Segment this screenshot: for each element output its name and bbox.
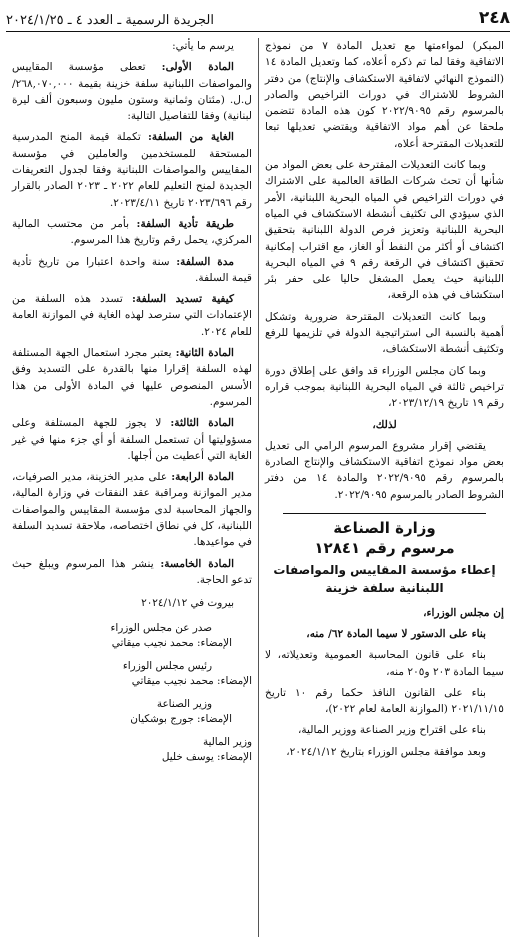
signature-line: الإمضاء: محمد نجيب ميقاتي (131, 675, 252, 688)
article-text: يعتبر مجرد استعمال الجهة المستلفة لهذه السلفة إقرارا منها بالقدرة على التسديد وفق الأسس المنصوص عليها في المادة الأولى من هذا المرسوم. (12, 347, 252, 408)
paragraph: وبما كانت التعديلات المقترحة ضرورية وتشكل أهمية بالنسبة الى استراتيجية الدولة في تلزيمها للرفع وتكثيف أنشطة الاستكشاف، (265, 310, 504, 356)
article (12, 556, 252, 589)
basis-line: وبعد موافقة مجلس الوزراء بتاريخ ٢٠٢٤/١/١٢، (286, 745, 486, 758)
article-text: تكملة قيمة المنح المدرسية المستحقة للمستخدمين والعاملين في مؤسسة المقاييس والمواصفات اللبنانية وفقا لجدول التعريفات الجديدة لمنح التعليم للعام ٢٠٢٢ ـ ٢٠٢٣ الصادر بالقرار رقم ٢٠٢٣/٦٩٦ تاريخ ٢٠٢٣/٤/١١. (12, 131, 252, 209)
signature-line: وزير الصناعة (156, 698, 212, 711)
signature-block (12, 596, 252, 765)
signature-line: الإمضاء: محمد نجيب ميقاتي (111, 637, 232, 650)
article-title: الغاية من السلفة: (148, 131, 234, 144)
article-title: المادة الثالثة: (170, 417, 235, 430)
basis-line: بناء على الدستور لا سيما المادة ٦٢/ منه، (306, 627, 486, 640)
signature-line: رئيس مجلس الوزراء (122, 660, 212, 673)
article (12, 129, 252, 210)
page-number: ٢٤٨ (478, 8, 510, 28)
article-title: المادة الثانية: (175, 347, 234, 360)
gazette-title: الجريدة الرسمية ـ العدد ٤ ـ ٢٠٢٤/١/٢٥ (6, 13, 214, 28)
basis-line: بناء على قانون المحاسبة العمومية وتعديلاته، لا سيما المادة ٢٠٣ و٢٠٥ منه، (265, 649, 504, 678)
decree-number: مرسوم رقم ١٢٨٤١ (314, 539, 455, 558)
basis-line: بناء على اقتراح وزير الصناعة ووزير المالية، (297, 724, 486, 737)
article-title: كيفية تسديد السلفة: (132, 293, 235, 306)
article-text: تسدد هذه السلفة من الإعتمادات التي سترصد لهذه الغاية في الموازنة العامة للعام ٢٠٢٤. (12, 293, 252, 338)
article-title: طريقة تأدية السلفة: (136, 217, 235, 230)
paragraph: وبما كانت التعديلات المقترحة على بعض المواد من شأنها أن تحث شركات الطاقة العالمية على الاشتراك في دورات التراخيص في المياه البحرية اللبنانية، الأمر الذي سيؤدي الى تكثيف أنشطة الاستكشاف في المياه البحرية اللبنانية وتعزيز فرص الدولة اللبنانية بتحقيق اكتشاف أو أكثر من النفط أو الغاز، مع اقتراب إمكانية تحقيق اكتشاف في الرقعة رقم ٩ في المياه البحرية اللبنانية حيث يعمل المشغل حاليا على حفر بئر استكشاف في هذه الرقعة، (265, 159, 504, 302)
conclusion-paragraph: يقتضي إقرار مشروع المرسوم الرامي الى تعديل بعض مواد نموذج اتفاقية الاستكشاف والإنتاج الصادرة بالمرسوم رقم ٢٠٢٢/٩٠٩٥ والمادة ١٤ من دفتر الشروط الصادر بالمرسوم ٢٠٢٢/٩٠٩٥. (265, 439, 504, 501)
council-line: إن مجلس الوزراء، (423, 606, 504, 619)
right-column (258, 38, 510, 937)
article-text: سنة واحدة اعتبارا من تاريخ تأدية قيمة السلفة. (12, 255, 252, 284)
paragraph: وبما كان مجلس الوزراء قد وافق على إطلاق دورة تراخيص ثالثة في المياه البحرية اللبنانية بموجب قراره رقم ١٩ تاريخ ٢٠٢٣/١٢/١٩، (265, 364, 504, 410)
article (12, 415, 252, 464)
section-divider (283, 513, 486, 514)
article-text: ينشر هذا المرسوم ويبلغ حيث تدعو الحاجة. (12, 557, 252, 586)
page-columns (6, 38, 510, 937)
article (12, 291, 252, 340)
article (12, 254, 252, 287)
article-title: المادة الأولى: (161, 61, 234, 74)
signature-line: الإمضاء: يوسف خليل (161, 751, 252, 764)
ministry-heading: وزارة الصناعة (333, 519, 436, 538)
article-title: مدة السلفة: (176, 255, 234, 268)
article-text: تعطى مؤسسة المقاييس والمواصفات اللبنانية سلفة خزينة بقيمة ٢٦٨,٠٧٠,٠٠٠/ل.ل. (مئتان وثمانية وستون مليون وسبعون ألف ليرة لبنانية) وفقا للتفاصيل التالية: (12, 61, 252, 123)
article (12, 216, 252, 249)
basis-line: بناء على القانون النافذ حكما رقم ١٠ تاريخ ٢٠٢١/١١/١٥ (الموازنة العامة لعام ٢٠٢٢)، (265, 686, 504, 716)
intro-line: يرسم ما يأتي: (172, 40, 234, 52)
page-header (6, 6, 510, 32)
signature-line: صدر عن مجلس الوزراء (110, 622, 212, 635)
date-line: بيروت في ٢٠٢٤/١/١٢ (141, 597, 234, 610)
article (12, 59, 252, 124)
paragraph: المبكر) لمواءمتها مع تعديل المادة ٧ من نموذج الاتفاقية وفقا لما تم ذكره أعلاه، كما وتعديل المادة ١٤ (النموذج النهائي لاتفاقية الاستكشاف والإنتاج) من دفتر الشروط للاشتراك في دورات التراخيص والصادر بالمرسوم رقم ٢٠٢٢/٩٠٩٥ كون هذه المادة تتضمن ملحقا عن أهم مواد الاتفاقية ويقتضي تعديلها تبعا للتعديلات المقترحة أعلاه، (265, 40, 504, 150)
article-text: لا يجوز للجهة المستلفة وعلى مسؤوليتها أن تستعمل السلفة أو أي جزء منها في غير الغاية التي أعطيت من أجلها. (12, 417, 252, 462)
article (12, 469, 252, 550)
article-text: بأمر من محتسب المالية المركزي، يحمل رقم وتاريخ هذا المرسوم. (12, 217, 252, 247)
lidhalik-heading: لذلك، (372, 418, 397, 431)
signature-line: وزير المالية (202, 736, 252, 749)
article-title: المادة الرابعة: (171, 471, 234, 484)
left-column (6, 38, 258, 937)
article (12, 345, 252, 410)
decree-title: إعطاء مؤسسة المقاييس والمواصفات اللبنانية سلفة خزينة (273, 562, 496, 595)
signature-line: الإمضاء: جورج بوشكيان (130, 713, 232, 726)
article-text: على مدير الخزينة، مدير الصرفيات، مدير الموازنة ومراقبة عقد النفقات في وزارة المالية، والجهاز المحاسبة لدى مؤسسة المقاييس والمواصفات اللبنانية، كل في نطاق اختصاصه، ملاحقة تسديد السلفة في مواعيدها. (12, 471, 252, 549)
article-title: المادة الخامسة: (160, 557, 235, 570)
